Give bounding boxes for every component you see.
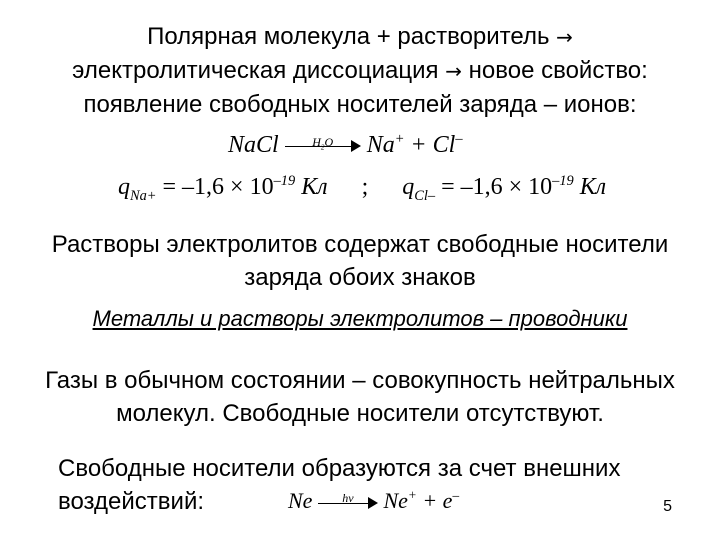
ion-charge: + bbox=[407, 487, 417, 503]
charge-symbol: q bbox=[402, 174, 415, 200]
charge-symbol: q bbox=[118, 174, 130, 200]
reaction-arrow-icon bbox=[285, 135, 361, 157]
catalyst-label: $H_2O$ bbox=[312, 135, 334, 152]
conductors-statement: Металлы и растворы электролитов – проводники bbox=[92, 306, 628, 331]
dissociation-equation bbox=[228, 128, 463, 162]
charge-unit: Кл bbox=[301, 174, 328, 200]
heading-line-2a-text: электролитическая диссоциация bbox=[72, 57, 439, 84]
external-line-1: Свободные носители образуются за счет внешних bbox=[58, 455, 621, 482]
equation-reactant: NaCl bbox=[228, 132, 279, 158]
heading-line-2 bbox=[0, 54, 720, 88]
charges-separator: ; bbox=[361, 174, 369, 200]
charge-cl bbox=[402, 173, 607, 204]
anion-charge: – bbox=[455, 131, 463, 147]
heading-line-1 bbox=[0, 20, 720, 54]
equation-product-cation: Na bbox=[366, 132, 395, 158]
electrolytes-line-1: Растворы электролитов содержат свободные носители bbox=[51, 231, 669, 258]
charge-unit: Кл bbox=[579, 174, 607, 200]
heading-line-1-text: Полярная молекула + растворитель bbox=[147, 23, 550, 50]
ionization-equation bbox=[288, 485, 459, 517]
electrolytes-paragraph bbox=[0, 228, 720, 294]
right-arrow-icon: → bbox=[556, 25, 573, 49]
charge-exponent: –19 bbox=[273, 173, 296, 189]
charge-subscript: Cl– bbox=[414, 187, 436, 204]
slide-number: 5 bbox=[663, 498, 672, 515]
charge-exponent: –19 bbox=[552, 173, 574, 189]
ionization-product-ion: Ne bbox=[383, 488, 408, 513]
charge-value: = –1,6 × 10 bbox=[162, 174, 274, 200]
right-arrow-icon: → bbox=[445, 59, 462, 83]
ionization-product-electron: e bbox=[442, 488, 453, 513]
charge-subscript: Na+ bbox=[130, 187, 157, 204]
gases-line-2: молекул. Свободные носители отсутствуют. bbox=[116, 400, 604, 427]
ionization-reactant: Ne bbox=[288, 488, 313, 513]
heading-line-2b-text: новое свойство: bbox=[468, 57, 648, 84]
heading bbox=[0, 20, 720, 121]
equation-product-anion: Cl bbox=[432, 132, 456, 158]
gases-paragraph bbox=[0, 364, 720, 430]
photon-label: hν bbox=[342, 490, 354, 505]
electrolytes-line-2: заряда обоих знаков bbox=[244, 264, 476, 291]
charge-na bbox=[118, 173, 334, 204]
charges-line bbox=[118, 170, 606, 204]
equation-plus: + bbox=[410, 132, 427, 158]
external-line-2: воздействий: bbox=[58, 488, 205, 515]
ionization-plus: + bbox=[422, 488, 438, 513]
gases-line-1: Газы в обычном состоянии – совокупность нейтральных bbox=[45, 367, 675, 394]
charge-value: = –1,6 × 10 bbox=[441, 174, 553, 200]
heading-line-3: появление свободных носителей заряда – ионов: bbox=[83, 91, 637, 118]
electron-charge: – bbox=[452, 487, 460, 503]
ionization-arrow-icon bbox=[318, 492, 378, 514]
cation-charge: + bbox=[394, 131, 405, 147]
